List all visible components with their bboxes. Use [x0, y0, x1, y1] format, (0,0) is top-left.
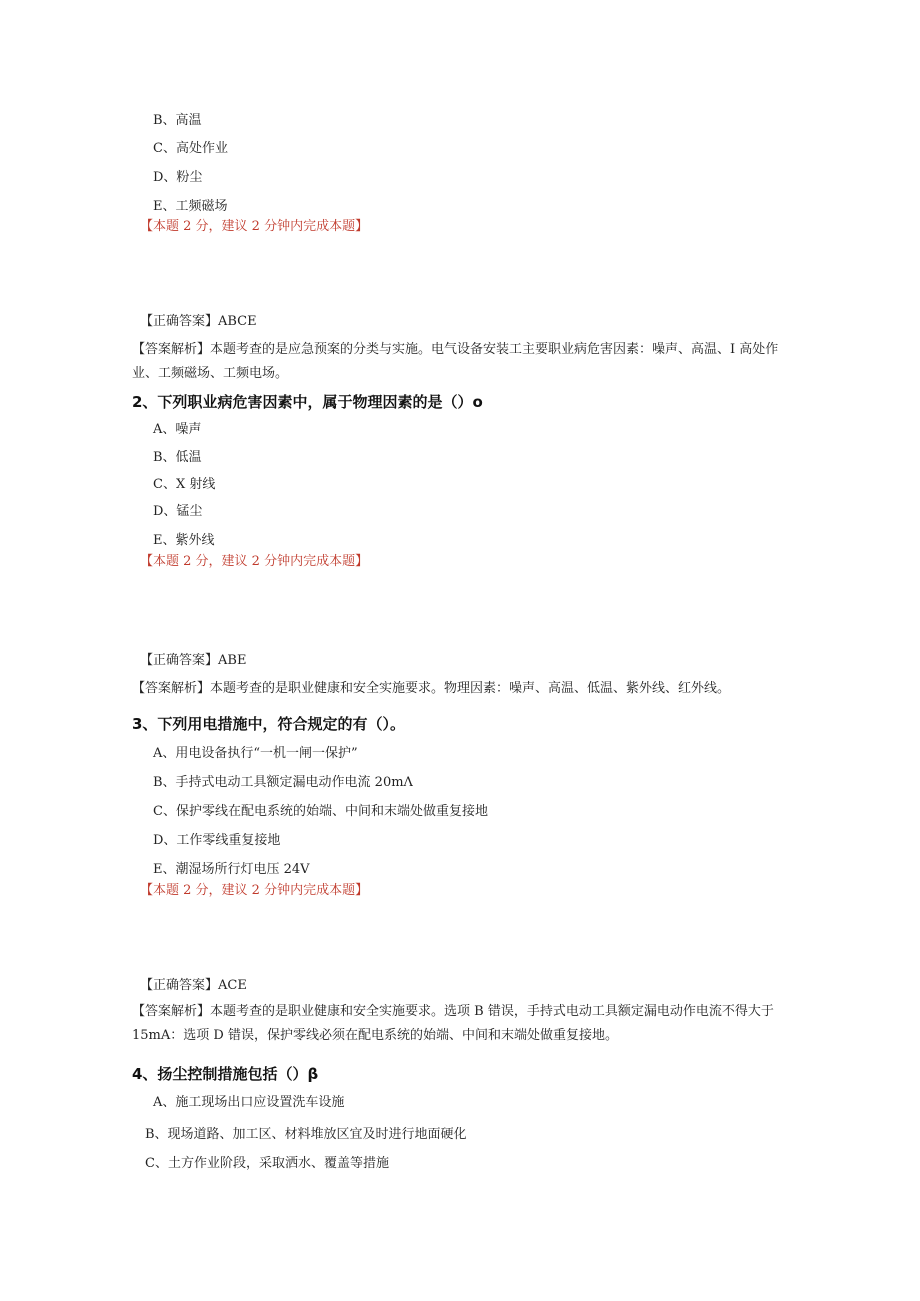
answer-analysis: 【答案解析】本题考查的是职业健康和安全实施要求。物理因素：噪声、高温、低温、紫外线、红外线。	[132, 681, 731, 696]
correct-answer: 【正确答案】ABCE	[140, 314, 257, 329]
correct-answer: 【正确答案】ACE	[140, 978, 247, 993]
option-c: C、高处作业	[153, 141, 228, 156]
answer-analysis: 【答案解析】本题考查的是应急预案的分类与实施。电气设备安装工主要职业病危害因素：噪声、高温、I 高处作业、工频磁场、工频电场。	[132, 342, 779, 381]
option-a: A、施工现场出口应设置洗车设施	[153, 1095, 345, 1110]
option-e: E、工频磁场	[153, 199, 228, 214]
option-d: D、粉尘	[153, 170, 203, 185]
correct-answer: 【正确答案】ABE	[140, 653, 247, 668]
question-title: 4、扬尘控制措施包括（）β	[132, 1065, 319, 1083]
option-d: D、工作零线重复接地	[153, 833, 281, 848]
option-e: E、潮湿场所行灯电压 24V	[153, 862, 310, 877]
score-hint: 【本题 2 分，建议 2 分钟内完成本题】	[140, 219, 369, 234]
option-d: D、锰尘	[153, 504, 203, 519]
option-a: A、用电设备执行“一机一闸一保护”	[153, 746, 358, 761]
answer-analysis: 【答案解析】本题考查的是职业健康和安全实施要求。选项 B 错误，手持式电动工具额定漏电动作电流不得大于 15mA：选项 D 错误，保护零线必须在配电系统的始端、中间和末端处做重复接地。	[132, 1004, 774, 1043]
option-c: C、保护零线在配电系统的始端、中间和末端处做重复接地	[153, 804, 488, 819]
option-b: B、现场道路、加工区、材料堆放区宜及时进行地面硬化	[145, 1127, 467, 1142]
score-hint: 【本题 2 分，建议 2 分钟内完成本题】	[140, 554, 369, 569]
option-e: E、紫外线	[153, 533, 215, 548]
option-c: C、土方作业阶段，采取洒水、覆盖等措施	[145, 1156, 389, 1171]
option-c: C、X 射线	[153, 477, 216, 492]
option-a: A、噪声	[153, 422, 202, 437]
option-b: B、手持式电动工具额定漏电动作电流 20mΛ	[153, 775, 413, 790]
question-title: 3、下列用电措施中，符合规定的有（）。	[132, 715, 405, 733]
question-title: 2、下列职业病危害因素中，属于物理因素的是（）o	[132, 393, 483, 411]
score-hint: 【本题 2 分，建议 2 分钟内完成本题】	[140, 883, 369, 898]
option-b: B、低温	[153, 450, 202, 465]
option-b: B、高温	[153, 113, 202, 128]
